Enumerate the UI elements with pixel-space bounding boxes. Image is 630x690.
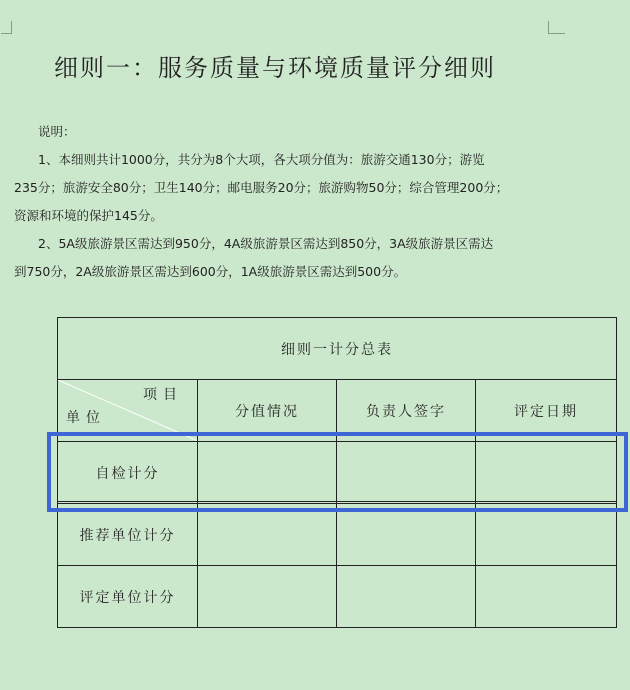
page-corner-mark-left <box>1 21 12 34</box>
table-header-row <box>58 380 617 442</box>
table-row <box>58 442 617 504</box>
cell-signature[interactable] <box>337 504 476 566</box>
row-label-recommend[interactable]: 推荐单位计分 <box>58 504 198 566</box>
row-top-rule <box>57 441 616 442</box>
row-bottom-rule <box>57 501 616 502</box>
note-line: 235分；旅游安全80分；卫生140分；邮电服务20分；旅游购物50分；综合管理200分； <box>14 180 509 195</box>
score-summary-table <box>57 317 617 628</box>
cell-score[interactable] <box>198 504 337 566</box>
note-line: 资源和环境的保护145分。 <box>14 208 163 223</box>
row-label-self-check[interactable]: 自检计分 <box>58 442 198 504</box>
corner-label-unit: 单位 <box>66 410 106 426</box>
table-title-row <box>58 318 617 380</box>
header-signature[interactable]: 负责人签字 <box>337 380 476 442</box>
table-row <box>58 566 617 628</box>
cell-score[interactable] <box>198 566 337 628</box>
page-corner-mark-right <box>548 21 565 34</box>
header-score[interactable]: 分值情况 <box>198 380 337 442</box>
header-date[interactable]: 评定日期 <box>476 380 617 442</box>
cell-signature[interactable] <box>337 566 476 628</box>
table-row <box>58 504 617 566</box>
corner-label-item: 项目 <box>143 387 183 403</box>
note-heading: 说明： <box>38 124 76 139</box>
diagonal-header-cell[interactable] <box>58 380 198 442</box>
cell-date[interactable] <box>476 566 617 628</box>
cell-signature[interactable] <box>337 442 476 504</box>
cell-date[interactable] <box>476 442 617 504</box>
document-title: 细则一：服务质量与环境质量评分细则 <box>54 54 496 82</box>
note-line: 1、本细则共计1000分，共分为8个大项，各大项分值为：旅游交通130分；游览 <box>38 152 485 167</box>
table-title[interactable]: 细则一计分总表 <box>58 318 617 380</box>
note-line: 2、5A级旅游景区需达到950分，4A级旅游景区需达到850分，3A级旅游景区需达 <box>38 236 494 251</box>
note-line: 到750分，2A级旅游景区需达到600分，1A级旅游景区需达到500分。 <box>14 264 407 279</box>
cell-score[interactable] <box>198 442 337 504</box>
row-label-evaluate[interactable]: 评定单位计分 <box>58 566 198 628</box>
cell-date[interactable] <box>476 504 617 566</box>
